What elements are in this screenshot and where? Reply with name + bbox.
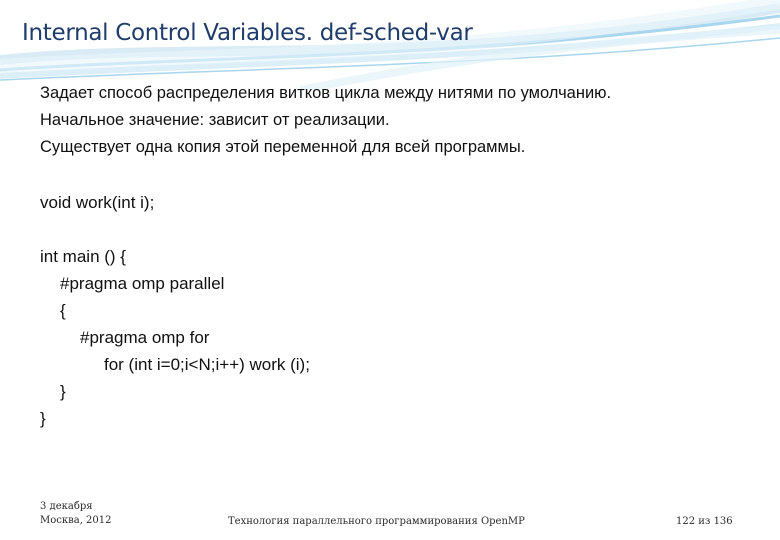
code-line: #pragma omp parallel: [60, 274, 225, 293]
intro-line: Задает способ распределения витков цикла между нитями по умолчанию.: [40, 84, 612, 102]
code-line: }: [40, 409, 46, 428]
code-line: }: [60, 382, 66, 401]
slide-content: [40, 80, 760, 432]
footer-course: Технология параллельного программирования OpenMP: [228, 516, 525, 527]
footer-city-text: Москва, 2012: [40, 515, 112, 526]
footer-date-text: 3 декабря: [40, 501, 93, 512]
code-line: for (int i=0;i<N;i++) work (i);: [104, 355, 310, 374]
intro-line: Существует одна копия этой переменной для всей программы.: [40, 138, 526, 156]
footer-date: [40, 500, 112, 528]
code-line: int main () {: [40, 247, 126, 266]
intro-line: Начальное значение: зависит от реализации.: [40, 111, 390, 129]
code-line: {: [60, 301, 66, 320]
footer-page-number: 122 из 136: [676, 516, 733, 527]
slide-title: Internal Control Variables. def-sched-var: [22, 20, 473, 46]
code-line: #pragma omp for: [80, 328, 210, 347]
code-line: void work(int i);: [40, 193, 155, 212]
